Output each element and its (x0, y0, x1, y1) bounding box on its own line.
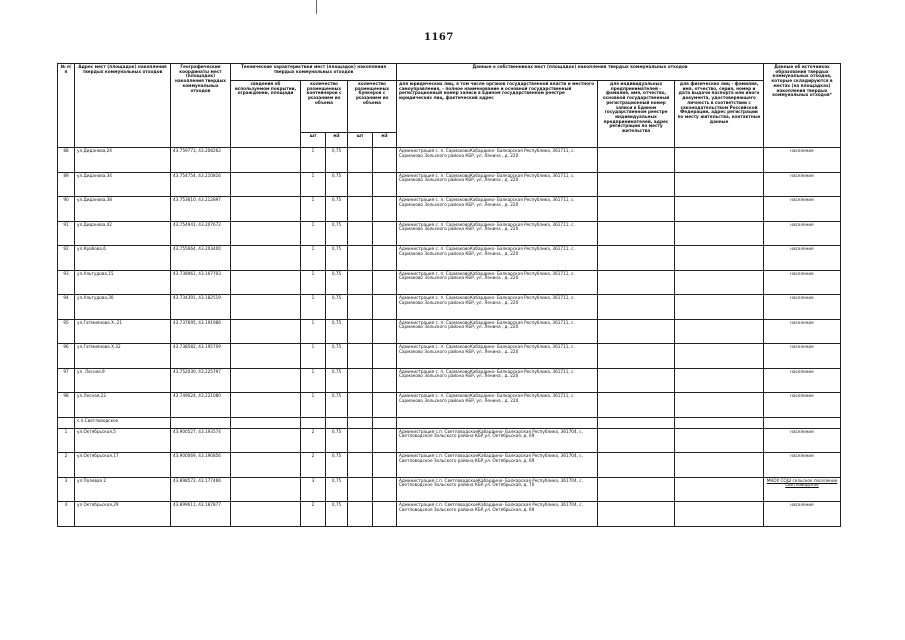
row-entrepreneur (598, 270, 675, 295)
table-row (58, 502, 841, 527)
row-bunker-qty (348, 477, 373, 502)
row-address: ул.Альтудова,15 (75, 270, 171, 295)
table-row (58, 148, 841, 173)
row-address: ул.Диданова,42 (75, 221, 171, 246)
row-owner: Администрация с.п. СветловодскоеКабардино- Балкарская Республика, 361704, с. Светловодское Зольского района КБР,ул. Октябрьская, д. 69 (397, 502, 598, 527)
header-unit-m3: м3 (326, 132, 348, 147)
row-owner: Администрация с. п. СармаковоКабардино- Балкарская Республика, 361711, с. Сармаково Зольского района КБР, ул. Ленина , д. 220 (397, 197, 598, 222)
row-person (675, 246, 764, 271)
row-source: население (764, 319, 841, 344)
row-owner: Администрация с. п. СармаковоКабардино- Балкарская Республика, 361711, с. Сармаково Зольского района КБР, ул. Ленина , д. 220 (397, 148, 598, 173)
row-person (675, 393, 764, 418)
table-row (58, 477, 841, 502)
row-number: 88 (58, 148, 75, 173)
row-number: 92 (58, 246, 75, 271)
row-container-volume: 0,75 (326, 246, 348, 271)
row-source: население (764, 148, 841, 173)
row-number: 4 (58, 502, 75, 527)
row-bunker-qty (348, 270, 373, 295)
row-entrepreneur (598, 197, 675, 222)
header-person: для физических лиц - фамилия, имя, отчество, серия, номер и дата выдачи паспорта или иного документа, удостоверяющего личность в соответствии с законодательством Российской Федерации, адрес регистрации по месту жительства, контактные данные (675, 81, 764, 148)
row-bunker-volume (373, 295, 397, 320)
row-entrepreneur (598, 172, 675, 197)
header-legal: для юридических лиц, в том числе органов государственной власти и местного самоуправления, - полное наименование и основной государственный регистрационный номер записи в Едином государственном реестре юридических лиц, фактический адрес (397, 81, 598, 148)
row-owner: Администрация с. п. СармаковоКабардино- Балкарская Республика, 361711, с. Сармаково Зольского района КБР, ул. Ленина , д. 220 (397, 172, 598, 197)
row-container-volume: 0,75 (326, 270, 348, 295)
table-row (58, 197, 841, 222)
row-entrepreneur (598, 246, 675, 271)
row-bunker-qty (348, 502, 373, 527)
row-bunker-qty (348, 393, 373, 418)
row-address: ул.Октябрьская,17 (75, 453, 171, 478)
row-address: ул.Полевая 2 (75, 477, 171, 502)
row-source: население (764, 197, 841, 222)
header-coords: Географические координаты мест (площадок) накопления твердых коммунальных отходов (171, 64, 231, 148)
row-person (675, 453, 764, 478)
row-number: 95 (58, 319, 75, 344)
row-person (675, 221, 764, 246)
row-bunker-qty (348, 368, 373, 393)
row-coords: 43.755664, 43.203400 (171, 246, 231, 271)
row-address: ул.Диданова,38 (75, 197, 171, 222)
row-coords: 43.900069, 43.190856 (171, 453, 231, 478)
row-entrepreneur (598, 221, 675, 246)
row-bunker-volume (373, 221, 397, 246)
row-bunker-qty (348, 319, 373, 344)
row-number: 90 (58, 197, 75, 222)
row-address: ул.Гатмиянова Х.,21 (75, 319, 171, 344)
row-coords: 43.754941, 43.207672 (171, 221, 231, 246)
row-surface (231, 344, 301, 369)
row-owner: Администрация с. п. СармаковоКабардино- Балкарская Республика, 361711, с. Сармаково Зольского района КБР, ул. Ленина , д. 220 (397, 295, 598, 320)
row-surface (231, 246, 301, 271)
header-unit-pcs: шт (348, 132, 373, 147)
row-coords: 43.734391, 43.182519 (171, 295, 231, 320)
row-container-qty: 1 (301, 172, 326, 197)
row-coords: 43.898572, 43.177466 (171, 477, 231, 502)
row-address: ул.Лесная,22 (75, 393, 171, 418)
row-owner: Администрация с.п. СветловодскоеКабардино- Балкарская Республика, 361704, с. Светловодское Зольского района КБР,ул. Октябрьская, д. 69 (397, 453, 598, 478)
row-number: 3 (58, 477, 75, 502)
row-source: население (764, 344, 841, 369)
row-bunker-qty (348, 148, 373, 173)
page-number: 1167 (424, 32, 454, 43)
row-coords: 43.754754, 43.210816 (171, 172, 231, 197)
table-row (58, 453, 841, 478)
row-surface (231, 502, 301, 527)
row-coords: 43.899611, 43.187877 (171, 502, 231, 527)
row-entrepreneur (598, 295, 675, 320)
header-containers: количество размещенных контейнеров с указанием их объема (301, 81, 348, 133)
row-bunker-qty (348, 172, 373, 197)
section-title: с.п.Светловодское (75, 417, 171, 428)
row-bunker-volume (373, 453, 397, 478)
row-person (675, 270, 764, 295)
row-container-qty: 2 (301, 453, 326, 478)
row-container-volume: 0,75 (326, 453, 348, 478)
row-person (675, 368, 764, 393)
row-surface (231, 428, 301, 453)
table-row (58, 172, 841, 197)
row-container-volume: 0,75 (326, 502, 348, 527)
row-surface (231, 270, 301, 295)
header-owners: Данные о собственниках мест (площадок) накопления твердых коммунальных отходов (397, 64, 764, 81)
row-owner: Администрация с. п. СармаковоКабардино- Балкарская Республика, 361711, с. Сармаково Зольского района КБР, ул. Ленина , д. 220 (397, 319, 598, 344)
row-person (675, 502, 764, 527)
row-surface (231, 295, 301, 320)
row-person (675, 148, 764, 173)
row-bunker-volume (373, 428, 397, 453)
row-person (675, 428, 764, 453)
section-row (58, 417, 841, 428)
row-container-volume: 0,75 (326, 319, 348, 344)
row-container-volume: 0,75 (326, 393, 348, 418)
row-bunker-volume (373, 344, 397, 369)
row-owner: Администрация с. п. СармаковоКабардино- Балкарская Республика, 361711, с. Сармаково Зольского района КБР, ул. Ленина , д. 220 (397, 246, 598, 271)
row-bunker-volume (373, 319, 397, 344)
header-unit-pcs: шт (301, 132, 326, 147)
top-margin-line (316, 0, 317, 14)
row-entrepreneur (598, 148, 675, 173)
row-entrepreneur (598, 502, 675, 527)
header-surface: сведения об используемом покрытии, ограждении, площади (231, 81, 301, 148)
table-row (58, 368, 841, 393)
row-container-volume: 0,75 (326, 148, 348, 173)
table-row (58, 246, 841, 271)
row-owner: Администрация с.п. СветловодскоеКабардино- Балкарская Республика, 361704, с. Светловодское Зольского района КБР,ул. Октябрьская, д. 70 (397, 477, 598, 502)
row-number: 89 (58, 172, 75, 197)
row-bunker-qty (348, 246, 373, 271)
row-container-volume: 0,75 (326, 221, 348, 246)
row-container-volume: 0,75 (326, 477, 348, 502)
table-row (58, 428, 841, 453)
row-container-qty: 1 (301, 270, 326, 295)
row-container-qty: 2 (301, 502, 326, 527)
row-source: население (764, 246, 841, 271)
row-source: МКОУ СОШ сельское поселение Светловодское (764, 477, 841, 502)
row-coords: 43.749024, 43.221080 (171, 393, 231, 418)
row-source: население (764, 453, 841, 478)
row-address: ул Октябрьская,29 (75, 502, 171, 527)
row-number: 91 (58, 221, 75, 246)
row-bunker-qty (348, 295, 373, 320)
row-surface (231, 172, 301, 197)
row-person (675, 477, 764, 502)
row-container-volume: 0,75 (326, 197, 348, 222)
row-number: 97 (58, 368, 75, 393)
row-bunker-volume (373, 148, 397, 173)
row-container-volume: 0,75 (326, 295, 348, 320)
row-number: 94 (58, 295, 75, 320)
row-coords: 43.738961, 43.167703 (171, 270, 231, 295)
row-container-qty: 1 (301, 295, 326, 320)
row-bunker-qty (348, 453, 373, 478)
row-bunker-volume (373, 172, 397, 197)
row-owner: Администрация с. п. СармаковоКабардино- Балкарская Республика, 361711, с. Сармаково Зольского района КБР, ул. Ленина , д. 220 (397, 221, 598, 246)
row-source: население (764, 270, 841, 295)
row-source: население (764, 393, 841, 418)
row-container-qty: 1 (301, 368, 326, 393)
row-bunker-volume (373, 393, 397, 418)
table-row (58, 295, 841, 320)
row-entrepreneur (598, 344, 675, 369)
row-entrepreneur (598, 368, 675, 393)
header-address: Адрес мест (площадок) накопления твердых коммунальных отходов (75, 64, 171, 148)
row-bunker-qty (348, 344, 373, 369)
row-entrepreneur (598, 319, 675, 344)
row-address: ул.Диданова,34 (75, 172, 171, 197)
row-surface (231, 221, 301, 246)
row-person (675, 172, 764, 197)
header-tech: Технические характеристики мест (площадок) накопления твердых коммунальных отходов (231, 64, 397, 81)
row-bunker-volume (373, 477, 397, 502)
row-source: население (764, 172, 841, 197)
row-owner: Администрация с. п. СармаковоКабардино- Балкарская Республика, 361711, с. Сармаково Зольского района КБР, ул. Ленина , д. 220 (397, 344, 598, 369)
table-row (58, 221, 841, 246)
header-unit-m3: м3 (373, 132, 397, 147)
row-container-qty: 1 (301, 221, 326, 246)
row-surface (231, 477, 301, 502)
row-owner: Администрация с. п. СармаковоКабардино- Балкарская Республика, 361711, с. Сармаково Зольского района КБР, ул. Ленина , д. 220 (397, 368, 598, 393)
row-entrepreneur (598, 477, 675, 502)
row-person (675, 197, 764, 222)
table-row (58, 319, 841, 344)
row-surface (231, 319, 301, 344)
row-address: ул.Октябрьская,5 (75, 428, 171, 453)
row-surface (231, 393, 301, 418)
row-number: 98 (58, 393, 75, 418)
row-person (675, 319, 764, 344)
row-container-volume: 0,75 (326, 368, 348, 393)
row-coords: 43.753610, 43.212897 (171, 197, 231, 222)
row-coords: 43.737695, 43.191986 (171, 319, 231, 344)
header-bunkers: количество размещенных бункеров с указанием их объема (348, 81, 397, 133)
row-bunker-volume (373, 270, 397, 295)
header-sources: Данные об источниках образования твердых коммунальных отходов, которые складируются в местах (на площадках) накопления твердых коммунальных отходов* (764, 64, 841, 148)
row-entrepreneur (598, 428, 675, 453)
row-bunker-qty (348, 221, 373, 246)
row-number: 96 (58, 344, 75, 369)
row-source: население (764, 295, 841, 320)
row-surface (231, 148, 301, 173)
row-container-qty: 1 (301, 393, 326, 418)
row-coords: 43.752030, 43.225797 (171, 368, 231, 393)
row-source: население (764, 428, 841, 453)
row-address: ул.Диданова,24 (75, 148, 171, 173)
row-source: население (764, 368, 841, 393)
row-container-volume: 0,75 (326, 428, 348, 453)
header-entrepreneur: для индивидуальных предпринимателей - фамилия, имя, отчество, основной государственный регистрационный номер записи в Едином государственном реестре индивидуальных предпринимателей, адрес регистрации по месту жительства (598, 81, 675, 148)
table-row (58, 270, 841, 295)
row-person (675, 344, 764, 369)
row-number: 1 (58, 428, 75, 453)
row-address: ул .Лесная,9 (75, 368, 171, 393)
row-container-qty: 1 (301, 197, 326, 222)
row-source: население (764, 502, 841, 527)
row-bunker-volume (373, 502, 397, 527)
row-container-volume: 0,75 (326, 344, 348, 369)
row-container-qty: 2 (301, 428, 326, 453)
row-container-qty: 1 (301, 344, 326, 369)
row-address: ул.Гатмиянова Х.32 (75, 344, 171, 369)
table-row (58, 344, 841, 369)
row-bunker-volume (373, 197, 397, 222)
row-surface (231, 453, 301, 478)
table-row (58, 393, 841, 418)
registry-table (57, 63, 841, 527)
row-coords: 43.738582, 43.195709 (171, 344, 231, 369)
row-source: население (764, 221, 841, 246)
row-owner: Администрация с.п. СветловодскоеКабардино- Балкарская Республика, 361704, с. Светловодское Зольского района КБР,ул. Октябрьская, д. 69 (397, 428, 598, 453)
row-bunker-volume (373, 368, 397, 393)
header-num: № п/п (58, 64, 75, 148)
row-bunker-volume (373, 246, 397, 271)
row-coords: 43.900527, 43.193574 (171, 428, 231, 453)
row-number: 2 (58, 453, 75, 478)
row-coords: 43.759773, 43.208262 (171, 148, 231, 173)
row-address: ул.Альтудова,30 (75, 295, 171, 320)
row-entrepreneur (598, 453, 675, 478)
row-container-qty: 1 (301, 246, 326, 271)
row-surface (231, 197, 301, 222)
row-owner: Администрация с. п. СармаковоКабардино- Балкарская Республика, 361711, с. Сармаково Зольского района КБР, ул. Ленина , д. 220 (397, 270, 598, 295)
row-entrepreneur (598, 393, 675, 418)
row-surface (231, 368, 301, 393)
row-number: 93 (58, 270, 75, 295)
row-container-qty: 3 (301, 477, 326, 502)
row-person (675, 295, 764, 320)
row-bunker-qty (348, 428, 373, 453)
row-bunker-qty (348, 197, 373, 222)
row-address: ул.Крабова,6 (75, 246, 171, 271)
row-container-qty: 1 (301, 319, 326, 344)
row-container-volume: 0,75 (326, 172, 348, 197)
header-row-1 (58, 64, 841, 81)
row-container-qty: 1 (301, 148, 326, 173)
row-owner: Администрация с. п. СармаковоКабардино- Балкарская Республика, 361711, с. Сармаково Зольского района КБР, ул. Ленина , д. 220 (397, 393, 598, 418)
